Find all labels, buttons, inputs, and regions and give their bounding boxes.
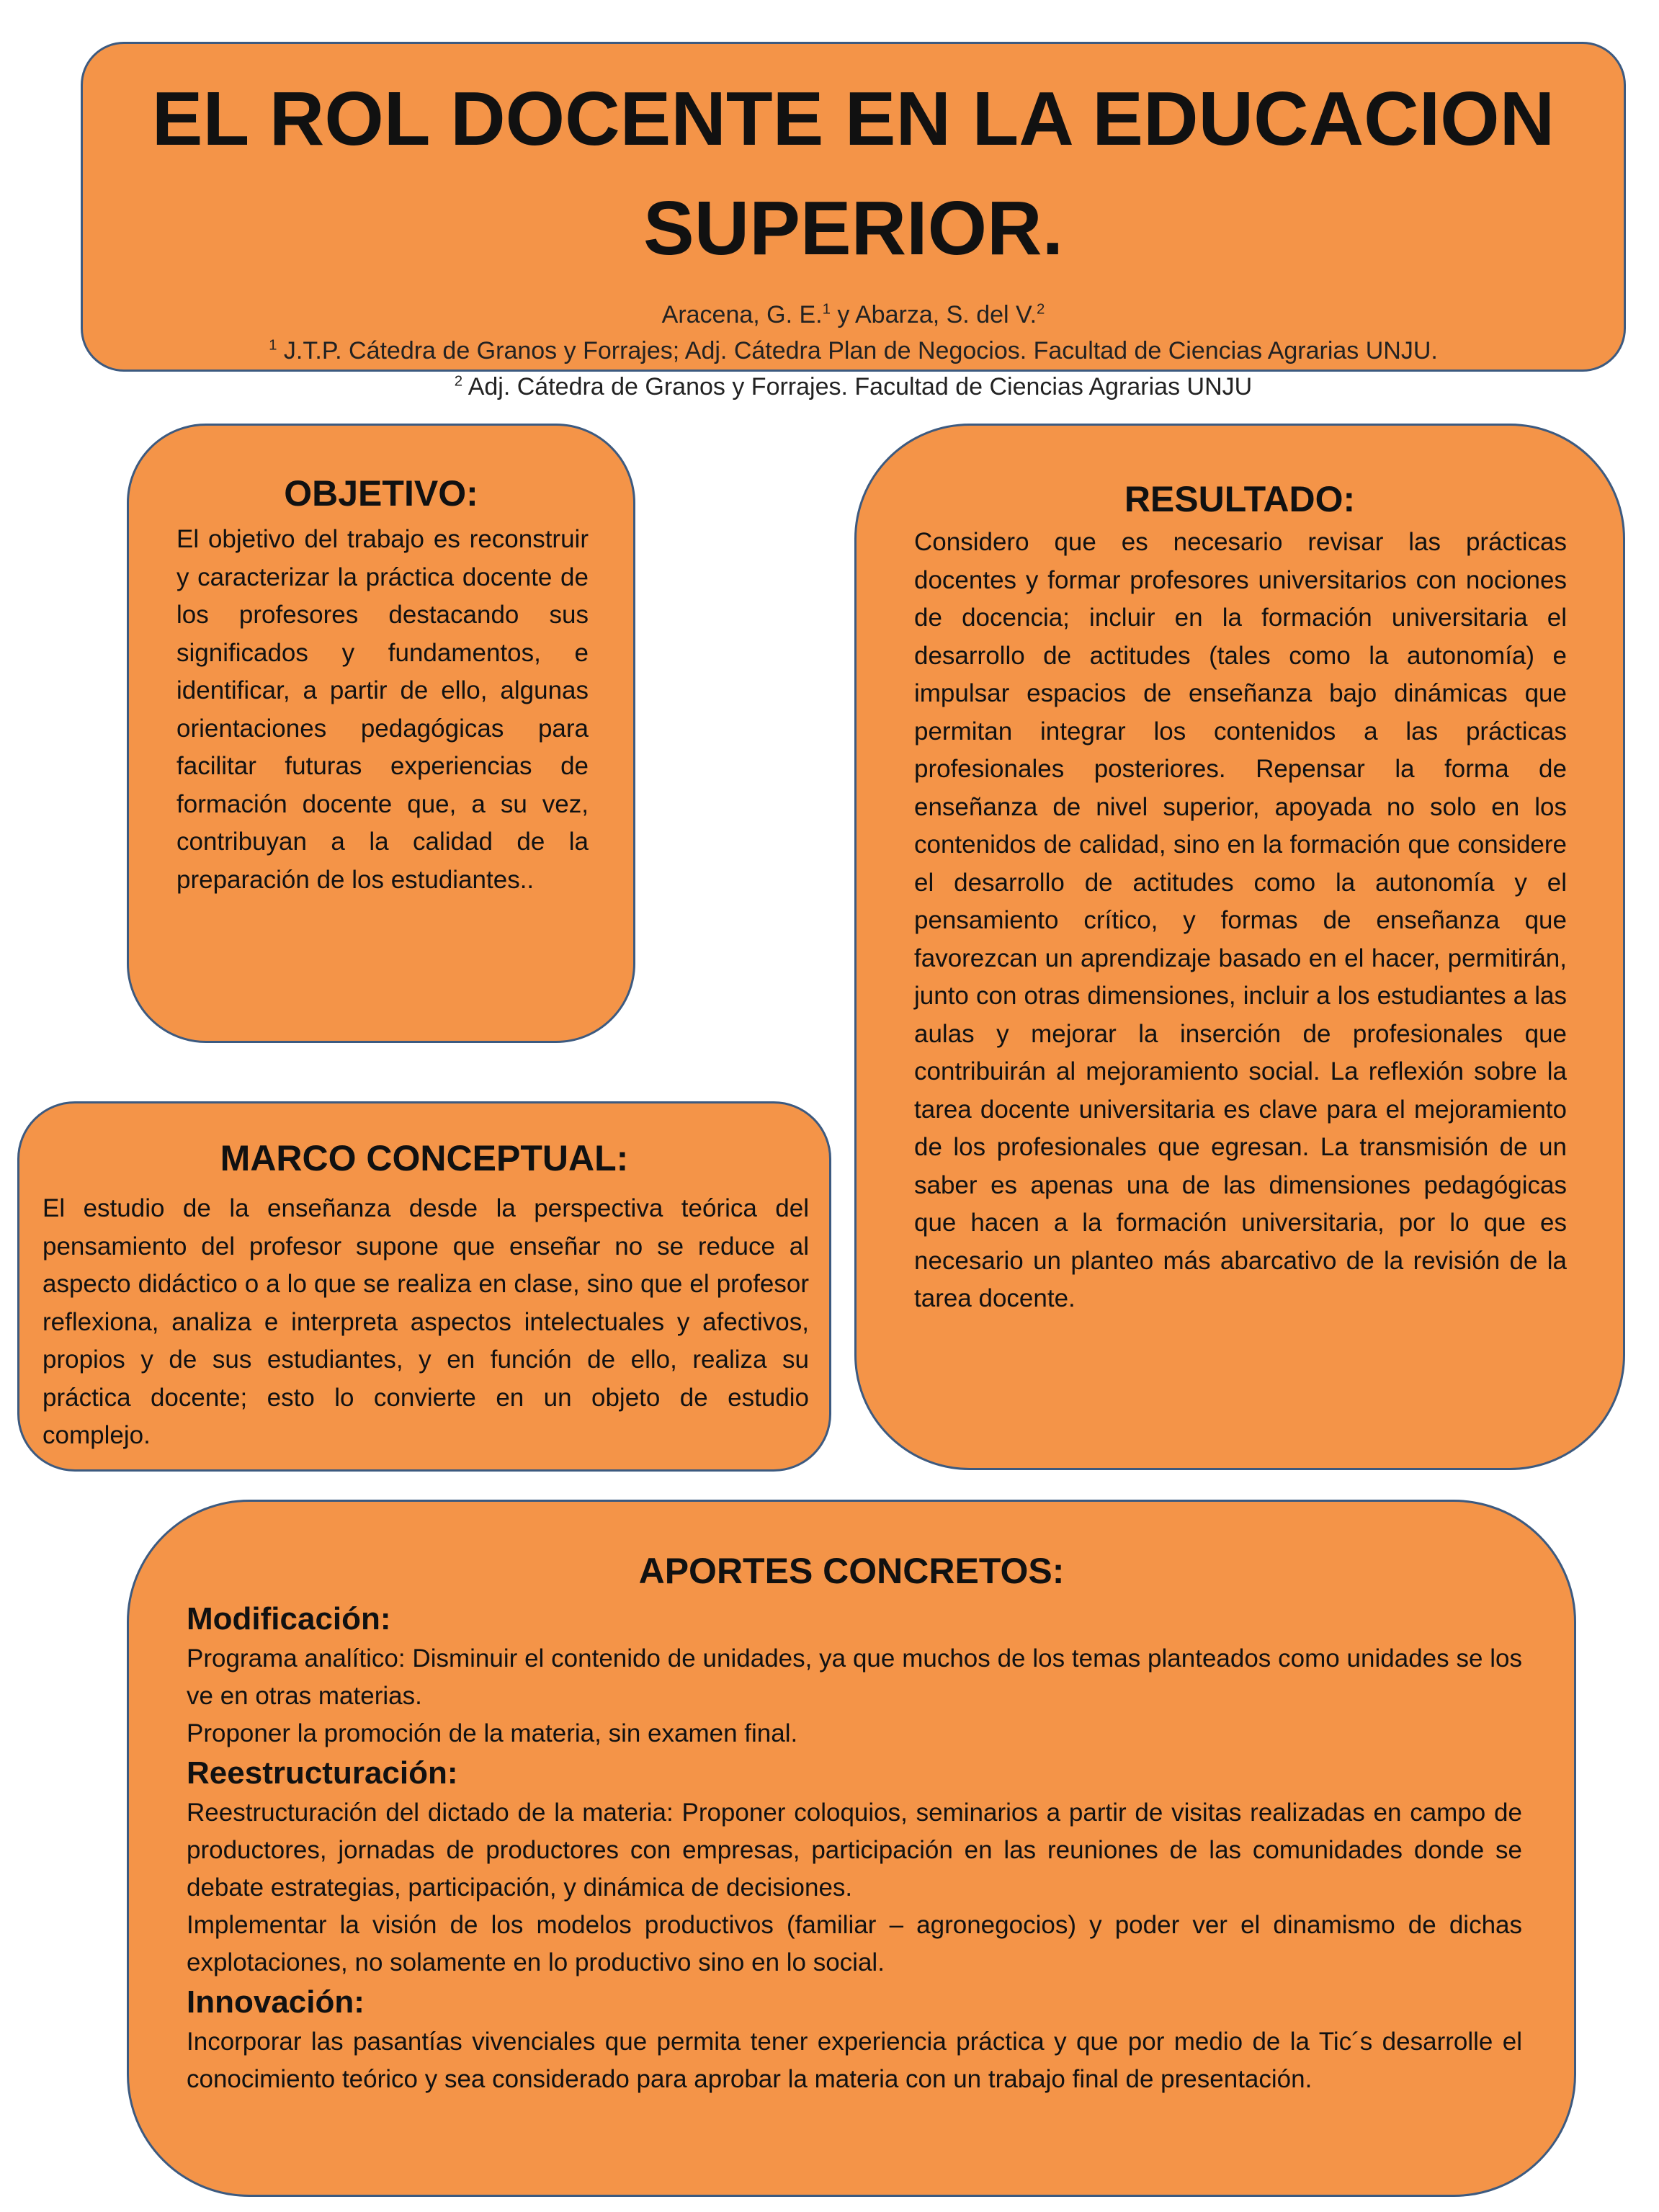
marco-text: El estudio de la enseñanza desde la perspectiva teórica del pensamiento del profesor supone que enseñar no se reduce al aspecto didáctico o a lo que se realiza en clase, sino que el profesor reflexiona, analiza e interpreta aspectos intelectuales y afectivos, propios y de sus estudiantes, y en función de ello, realiza su práctica docente; esto lo convierte en un objeto de estudio complejo. (43, 1194, 809, 1449)
marco-conceptual-section (17, 1101, 831, 1472)
resultado-heading: RESULTADO: (1124, 479, 1356, 519)
affiliation-1-sup: 1 (269, 337, 277, 354)
title-banner (81, 42, 1626, 400)
title-line-2: SUPERIOR. (643, 186, 1064, 271)
author-1: Aracena, G. E. (661, 301, 823, 328)
author-2: y Abarza, S. del V. (830, 301, 1037, 328)
poster-title (83, 64, 1624, 283)
affiliation-1 (83, 333, 1624, 368)
affiliation-2 (83, 370, 1624, 404)
marco-heading: MARCO CONCEPTUAL: (220, 1138, 629, 1178)
affiliation-1-text: J.T.P. Cátedra de Granos y Forrajes; Adj. Cátedra Plan de Negocios. Facultad de Ciencias Agrarias UNJU. (277, 337, 1438, 364)
authors-line (83, 297, 1624, 332)
innovacion-heading: Innovación: (187, 1984, 365, 2020)
reestructuracion-heading: Reestructuración: (187, 1755, 458, 1791)
objetivo-section (127, 424, 635, 1043)
reestructuracion-text-2: Implementar la visión de los modelos productivos (familiar – agronegocios) y poder ver el dinamismo de dichas explotaciones, no solamente en lo productivo sino en lo social. (187, 1911, 1522, 1976)
modificacion-text-2: Proponer la promoción de la materia, sin examen final. (187, 1719, 798, 1747)
innovacion-text: Incorporar las pasantías vivenciales que permita tener experiencia práctica y que por medio de la Tic´s desarrolle el conocimiento teórico y sea considerado para aprobar la materia con un trabajo final de presentación. (187, 2028, 1522, 2093)
reestructuracion-text-1: Reestructuración del dictado de la materia: Proponer coloquios, seminarios a partir de visitas realizadas en campo de productores, jornadas de productores con empresas, participación en las reuniones de las comunidades donde se debate estrategias, participación, y dinámica de decisiones. (187, 1799, 1522, 1902)
resultado-section (854, 424, 1625, 1470)
aportes-content (187, 1598, 1522, 2098)
objetivo-heading: OBJETIVO: (284, 473, 478, 514)
author-2-sup: 2 (1037, 301, 1045, 318)
objetivo-text: El objetivo del trabajo es reconstruir y caracterizar la práctica docente de los profesores destacando sus significados y fundamentos, e identificar, a partir de ello, algunas orientaciones pedagógicas para facilitar futuras experiencias de formación docente que, a su vez, contribuyan a la calidad de la preparación de los estudiantes.. (176, 525, 589, 894)
affiliation-2-sup: 2 (454, 373, 463, 390)
aportes-heading: APORTES CONCRETOS: (638, 1551, 1065, 1591)
title-line-1: EL ROL DOCENTE EN LA EDUCACION (151, 76, 1555, 161)
modificacion-text-1: Programa analítico: Disminuir el contenido de unidades, ya que muchos de los temas planteados como unidades se los ve en otras materias. (187, 1644, 1522, 1710)
aportes-section (127, 1500, 1576, 2197)
resultado-text: Considero que es necesario revisar las prácticas docentes y formar profesores universitarios con nociones de docencia; incluir en la formación universitaria el desarrollo de actitudes (tales como la autonomía) e impulsar espacios de enseñanza bajo dinámicas que permitan integrar los contenidos a las prácticas profesionales posteriores. Repensar la forma de enseñanza de nivel superior, apoyada no solo en los contenidos de calidad, sino en la formación que considere el desarrollo de actitudes como la autonomía y el pensamiento crítico, y formas de enseñanza que favorezcan un aprendizaje basado en el hacer, permitirán, junto con otras dimensiones, incluir a los estudiantes a las aulas y mejorar la inserción de profesionales que contribuirán al mejoramiento social. La reflexión sobre la tarea docente universitaria es clave para el mejoramiento de los profesionales que egresan. La transmisión de un saber es apenas una de las dimensiones pedagógicas que hacen a la formación universitaria, por lo que es necesario un planteo más abarcativo de la revisión de la tarea docente. (914, 528, 1567, 1312)
modificacion-heading: Modificación: (187, 1601, 391, 1636)
affiliation-2-text: Adj. Cátedra de Granos y Forrajes. Facultad de Ciencias Agrarias UNJU (462, 373, 1253, 400)
author-1-sup: 1 (822, 301, 831, 318)
